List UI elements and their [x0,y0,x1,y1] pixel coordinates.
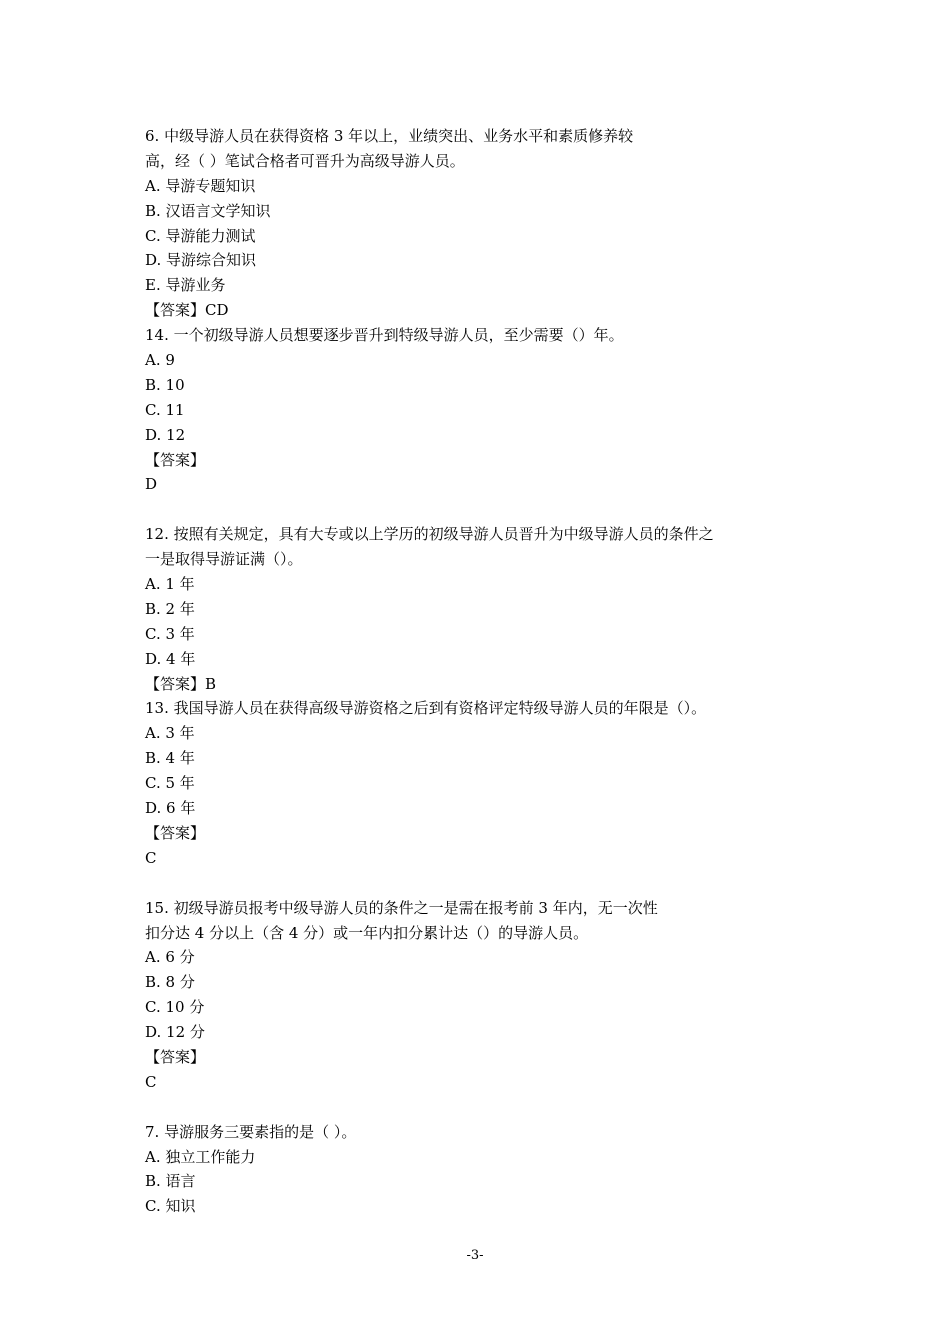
question-block [145,124,805,323]
answer-label: 【答案】 [145,1047,206,1066]
option-b: B. 8 分 [145,973,195,992]
blank-line [145,871,805,896]
option-b: B. 2 年 [145,599,195,618]
option-b: B. 4 年 [145,749,195,768]
option-a: A. 3 年 [145,724,195,743]
question-stem-line: 14. 一个初级导游人员想要逐步晋升到特级导游人员，至少需要（）年。 [145,326,624,345]
question-block [145,522,805,696]
answer-label: 【答案】B [145,674,217,693]
answer-value: C [145,848,157,867]
blank-line [145,1095,805,1120]
answer-value: C [145,1072,157,1091]
option-c: C. 知识 [145,1197,196,1216]
answer-value: D [145,475,158,494]
answer-label: 【答案】 [145,450,206,469]
option-c: C. 3 年 [145,624,195,643]
option-b: B. 10 [145,375,185,394]
question-stem-line: 12. 按照有关规定，具有大专或以上学历的初级导游人员晋升为中级导游人员的条件之 [145,525,714,544]
option-b: B. 汉语言文学知识 [145,201,271,220]
question-stem-line: 高，经（ ）笔试合格者可晋升为高级导游人员。 [145,151,465,170]
page-number: -3- [466,1248,484,1263]
question-stem-line: 7. 导游服务三要素指的是（ ）。 [145,1122,357,1141]
question-block [145,896,805,1120]
option-d: D. 12 分 [145,1023,205,1042]
question-block [145,1120,805,1220]
option-d: D. 6 年 [145,799,196,818]
question-block [145,323,805,522]
option-a: A. 导游专题知识 [145,176,256,195]
option-a: A. 6 分 [145,948,195,967]
question-list [145,124,805,1219]
question-stem-line: 13. 我国导游人员在获得高级导游资格之后到有资格评定特级导游人员的年限是（）。 [145,699,707,718]
option-d: D. 12 [145,425,186,444]
option-a: A. 1 年 [145,575,195,594]
option-e: E. 导游业务 [145,276,226,295]
option-c: C. 5 年 [145,774,195,793]
option-a: A. 9 [145,351,175,370]
option-c: C. 导游能力测试 [145,226,256,245]
blank-line [145,497,805,522]
question-stem-line: 扣分达 4 分以上（含 4 分）或一年内扣分累计达（）的导游人员。 [145,923,589,942]
question-stem-line: 6. 中级导游人员在获得资格 3 年以上，业绩突出、业务水平和素质修养较 [145,127,634,145]
question-stem-line: 15. 初级导游员报考中级导游人员的条件之一是需在报考前 3 年内，无一次性 [145,898,658,917]
answer-label: 【答案】 [145,823,206,842]
answer-label: 【答案】CD [145,301,229,320]
question-stem-line: 一是取得导游证满（）。 [145,550,303,569]
option-a: A. 独立工作能力 [145,1147,256,1166]
option-d: D. 导游综合知识 [145,251,257,270]
option-b: B. 语言 [145,1172,196,1191]
option-d: D. 4 年 [145,649,196,668]
option-c: C. 10 分 [145,998,205,1017]
option-c: C. 11 [145,400,185,419]
question-block [145,696,805,895]
